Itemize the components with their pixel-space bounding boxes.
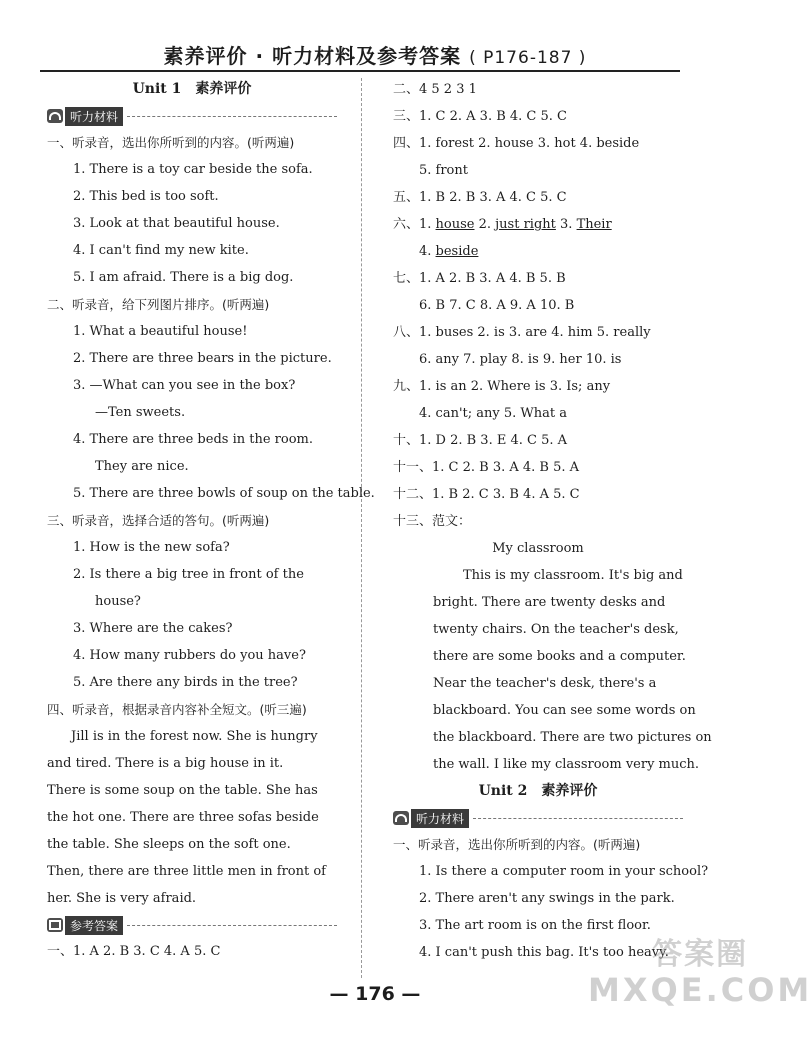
answer-line: 6. B 7. C 8. A 9. A 10. B	[419, 298, 575, 313]
answer-text: 六、1.	[393, 217, 436, 232]
listening-label: 听力材料	[411, 809, 469, 828]
answer-text: 4.	[419, 244, 436, 259]
section-heading: 一、听录音，选出你所听到的内容。(听两遍)	[393, 837, 641, 852]
watermark	[588, 937, 812, 1009]
answers-label: 参考答案	[65, 916, 123, 935]
list-item: 4. I can't push this bag. It's too heavy.	[419, 945, 669, 960]
underlined-answer: just right	[495, 217, 556, 232]
list-item: 5. Are there any birds in the tree?	[73, 675, 298, 690]
passage-line: the table. She sleeps on the soft one.	[47, 837, 291, 852]
list-item: 1. What a beautiful house!	[73, 324, 248, 339]
essay-line: Near the teacher's desk, there's a	[433, 676, 657, 691]
answer-line-six-b	[393, 238, 683, 265]
headphones-icon	[47, 109, 63, 123]
list-item: 3. —What can you see in the box?	[73, 378, 296, 393]
answer-text: 2.	[474, 217, 496, 232]
list-item: 1. There is a toy car beside the sofa.	[73, 162, 313, 177]
watermark-line1: 答案圈	[652, 937, 749, 972]
passage-line: and tired. There is a big house in it.	[47, 756, 284, 771]
list-item: 2. There aren't any swings in the park.	[419, 891, 675, 906]
answer-line: 5. front	[419, 163, 468, 178]
page-header	[0, 40, 750, 69]
answer-line: 八、1. buses 2. is 3. are 4. him 5. really	[393, 325, 651, 340]
list-item: —Ten sweets.	[95, 405, 186, 420]
answer-line: 一、1. A 2. B 3. C 4. A 5. C	[47, 944, 221, 959]
essay-line: the wall. I like my classroom very much.	[433, 757, 700, 772]
essay-line: blackboard. You can see some words on	[433, 703, 696, 718]
page-number: — 176 —	[329, 983, 421, 1005]
underlined-answer: beside	[435, 244, 479, 259]
passage-line: her. She is very afraid.	[47, 891, 197, 906]
answer-line: 四、1. forest 2. house 3. hot 4. beside	[393, 136, 640, 151]
list-item: 5. There are three bowls of soup on the table.	[73, 486, 375, 501]
answer-line: 三、1. C 2. A 3. B 4. C 5. C	[393, 109, 567, 124]
essay-line: there are some books and a computer.	[433, 649, 686, 664]
passage-line: Then, there are three little men in front of	[47, 864, 326, 879]
passage-line: Jill is in the forest now. She is hungry	[71, 729, 318, 744]
essay-title: My classroom	[492, 541, 584, 556]
section-heading: 二、听录音，给下列图片排序。(听两遍)	[47, 297, 270, 312]
list-item: house?	[95, 594, 141, 609]
answer-line: 七、1. A 2. B 3. A 4. B 5. B	[393, 271, 566, 286]
watermark-line2: MXQE.COM	[588, 971, 812, 1009]
unit2-title: Unit 2 素养评价	[478, 783, 598, 799]
essay-line: twenty chairs. On the teacher's desk,	[433, 622, 679, 637]
essay-line: This is my classroom. It's big and	[463, 568, 683, 583]
tag-dashed-line	[127, 116, 337, 117]
list-item: 5. I am afraid. There is a big dog.	[73, 270, 294, 285]
list-item: 1. How is the new sofa?	[73, 540, 230, 555]
listening-label: 听力材料	[65, 107, 123, 126]
answer-line: 九、1. is an 2. Where is 3. Is; any	[393, 379, 611, 394]
section-heading: 四、听录音，根据录音内容补全短文。(听三遍)	[47, 702, 307, 717]
essay-line: the blackboard. There are two pictures on	[433, 730, 712, 745]
list-item: 3. Look at that beautiful house.	[73, 216, 280, 231]
answer-line: 十二、1. B 2. C 3. B 4. A 5. C	[393, 487, 580, 502]
list-item: 2. Is there a big tree in front of the	[73, 567, 304, 582]
answer-line: 五、1. B 2. B 3. A 4. C 5. C	[393, 190, 567, 205]
book-icon	[47, 918, 63, 932]
list-item: 1. Is there a computer room in your school?	[419, 864, 709, 879]
answer-text: 3.	[555, 217, 577, 232]
list-item: 4. I can't find my new kite.	[73, 243, 249, 258]
listening-material-tag	[47, 103, 337, 129]
list-item: 2. There are three bears in the picture.	[73, 351, 332, 366]
list-item: 3. The art room is on the first floor.	[419, 918, 651, 933]
headphones-icon	[393, 811, 409, 825]
tag-dashed-line	[127, 925, 337, 926]
reference-answers-tag	[47, 912, 337, 938]
section-heading: 一、听录音，选出你所听到的内容。(听两遍)	[47, 135, 295, 150]
list-item: They are nice.	[95, 459, 189, 474]
passage-line: the hot one. There are three sofas beside	[47, 810, 319, 825]
tag-dashed-line	[473, 818, 683, 819]
answer-line: 十一、1. C 2. B 3. A 4. B 5. A	[393, 460, 580, 475]
list-item: 2. This bed is too soft.	[73, 189, 219, 204]
essay-line: bright. There are twenty desks and	[433, 595, 666, 610]
answer-line: 二、4 5 2 3 1	[393, 82, 477, 97]
header-title: 素养评价 · 听力材料及参考答案	[163, 44, 462, 68]
passage-line: There is some soup on the table. She has	[47, 783, 318, 798]
answer-line: 6. any 7. play 8. is 9. her 10. is	[419, 352, 622, 367]
page-range: ( P176-187 )	[469, 48, 587, 68]
unit1-title: Unit 1 素养评价	[132, 81, 252, 97]
list-item: 4. There are three beds in the room.	[73, 432, 313, 447]
section-heading: 三、听录音，选择合适的答句。(听两遍)	[47, 513, 270, 528]
underlined-answer: Their	[576, 217, 612, 232]
answer-line: 十、1. D 2. B 3. E 4. C 5. A	[393, 433, 568, 448]
list-item: 4. How many rubbers do you have?	[73, 648, 306, 663]
list-item: 3. Where are the cakes?	[73, 621, 233, 636]
column-divider	[361, 78, 362, 978]
answer-line: 4. can't; any 5. What a	[419, 406, 567, 421]
underlined-answer: house	[435, 217, 475, 232]
listening-material-tag	[393, 805, 683, 831]
answer-line: 十三、范文：	[393, 514, 472, 529]
header-rule	[40, 70, 680, 72]
left-column	[47, 76, 375, 965]
answer-line-six	[393, 211, 683, 238]
